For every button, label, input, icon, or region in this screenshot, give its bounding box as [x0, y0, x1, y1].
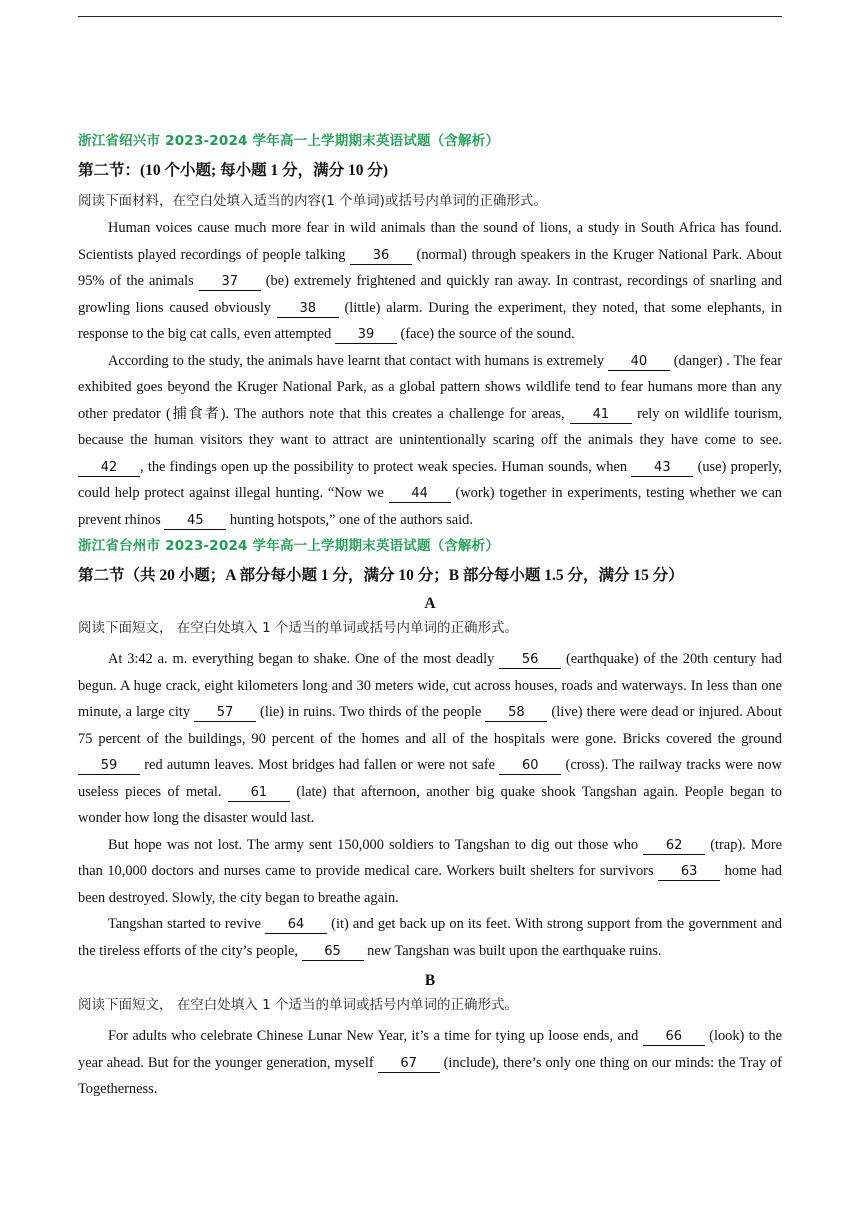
instruction-1: 阅读下面材料，在空白处填入适当的内容(1 个单词)或括号内单词的正确形式。 [78, 193, 547, 209]
passage-text: (little) alarm. During the experiment, they noted, that some elephants, in response to the big cat calls, even attempted [78, 299, 783, 342]
passage-text: Human voices cause much more fear in wild animals than the sound of lions, a study in South Africa has found. Scientists played recordings of people talking [78, 220, 782, 263]
paragraph [78, 348, 782, 534]
answer-blank-64: 64 [265, 917, 327, 934]
passage-text: new Tangshan was built upon the earthquake ruins. [363, 942, 662, 959]
passage-text: (cross). The railway tracks were now useless pieces of metal. [78, 757, 782, 800]
passage-text: (work) together in experiments, testing whether we can prevent rhinos [78, 485, 782, 528]
answer-blank-67: 67 [378, 1056, 440, 1073]
passage-text: At 3:42 a. m. everything began to shake. One of the most deadly [108, 651, 500, 667]
answer-blank-45: 45 [164, 513, 226, 530]
passage-text: rely on wildlife tourism, because the human visitors they want to attract are unintentionally scaring off the animals they have come to see. [78, 405, 782, 448]
instruction-part-a: 阅读下面短文， 在空白处填入 1 个适当的单词或括号内单词的正确形式。 [78, 620, 518, 636]
answer-blank-44: 44 [389, 486, 451, 503]
passage-text: (include), there’s only one thing on our minds: the Tray of Togetherness. [78, 1054, 783, 1097]
answer-blank-58: 58 [485, 705, 547, 722]
passage-text: (danger) . The fear exhibited goes beyond the Kruger National Park, as a global pattern shows wildlife tend to fear humans more than any other predator (捕食者). The authors note that this creates a challenge for areas, [78, 352, 783, 422]
header-rule [78, 16, 782, 17]
answer-blank-59: 59 [78, 758, 140, 775]
answer-blank-57: 57 [194, 705, 256, 722]
passage-part-b [78, 1023, 782, 1103]
answer-blank-42: 42 [78, 460, 140, 477]
answer-blank-36: 36 [350, 248, 412, 265]
paragraph [78, 1023, 782, 1103]
passage-text: (normal) through speakers in the Kruger National Park. About 95% of the animals [78, 246, 782, 289]
answer-blank-38: 38 [277, 301, 339, 318]
passage-text: (look) to the year ahead. But for the younger generation, myself [78, 1028, 782, 1071]
instruction-part-b: 阅读下面短文， 在空白处填入 1 个适当的单词或括号内单词的正确形式。 [78, 997, 518, 1013]
answer-blank-62: 62 [643, 838, 705, 855]
answer-blank-43: 43 [631, 460, 693, 477]
answer-blank-39: 39 [335, 327, 397, 344]
passage-text: (late) that afternoon, another big quake shook Tangshan again. People began to wonder how long the disaster would last. [78, 783, 782, 826]
passage-text: hunting hotspots,” one of the authors said. [226, 511, 473, 528]
answer-blank-65: 65 [302, 944, 364, 961]
passage-text: Tangshan started to revive [108, 916, 266, 932]
passage-text: (use) properly, could help protect against illegal hunting. “Now we [78, 458, 782, 501]
passage-text: (be) extremely frightened and quickly ran away. In contrast, recordings of snarling and growling lions caused obviously [78, 273, 782, 316]
part-a-label: A [424, 595, 436, 612]
paragraph [78, 911, 782, 964]
passage-text: But hope was not lost. The army sent 150,000 soldiers to Tangshan to dig out those who [108, 836, 644, 853]
answer-blank-41: 41 [570, 407, 632, 424]
passage-text: , the findings open up the possibility to protect weak species. Human sounds, when [140, 458, 632, 475]
passage-text: (live) there were dead or injured. About 75 percent of the buildings, 90 percent of the homes and all of the hospitals were gone. Bricks covered the ground [78, 704, 782, 747]
answer-blank-66: 66 [643, 1029, 705, 1046]
passage-text: (face) the source of the sound. [396, 326, 575, 342]
answer-blank-56: 56 [499, 652, 561, 669]
paragraph [78, 215, 782, 348]
passage-1 [78, 215, 782, 533]
passage-text: (lie) in ruins. Two thirds of the people [256, 704, 486, 720]
source-title-shaoxing: 浙江省绍兴市 2023-2024 学年高一上学期期末英语试题（含解析） [78, 133, 500, 149]
section-heading-2: 第二节（共 20 小题；A 部分每小题 1 分，满分 10 分；B 部分每小题 1.5 分，满分 15 分） [78, 567, 684, 584]
passage-text: (trap). More than 10,000 doctors and nurses came to provide medical care. Workers built shelters for survivors [78, 836, 782, 879]
passage-part-a [78, 646, 782, 964]
passage-text: For adults who celebrate Chinese Lunar New Year, it’s a time for tying up loose ends, and [108, 1028, 643, 1044]
paragraph [78, 832, 782, 912]
answer-blank-63: 63 [658, 864, 720, 881]
answer-blank-40: 40 [608, 354, 670, 371]
passage-text: (earthquake) of the 20th century had begun. A huge crack, eight kilometers long and 30 meters wide, cut across houses, roads and waterways. In less than one minute, a large city [78, 651, 782, 720]
part-b-label: B [424, 972, 436, 989]
answer-blank-37: 37 [199, 274, 261, 291]
paragraph [78, 646, 782, 832]
answer-blank-60: 60 [499, 758, 561, 775]
passage-text: home had been destroyed. Slowly, the city began to breathe again. [78, 863, 782, 906]
answer-blank-61: 61 [228, 785, 290, 802]
passage-text: (it) and get back up on its feet. With strong support from the government and the tireless efforts of the city’s people, [78, 916, 782, 959]
source-title-taizhou: 浙江省台州市 2023-2024 学年高一上学期期末英语试题（含解析） [78, 538, 500, 554]
passage-text: According to the study, the animals have learnt that contact with humans is extremely [108, 352, 608, 369]
section-heading-1: 第二节：(10 个小题; 每小题 1 分，满分 10 分) [78, 162, 388, 179]
passage-text: red autumn leaves. Most bridges had fallen or were not safe [140, 757, 500, 773]
document-body [78, 128, 782, 1103]
